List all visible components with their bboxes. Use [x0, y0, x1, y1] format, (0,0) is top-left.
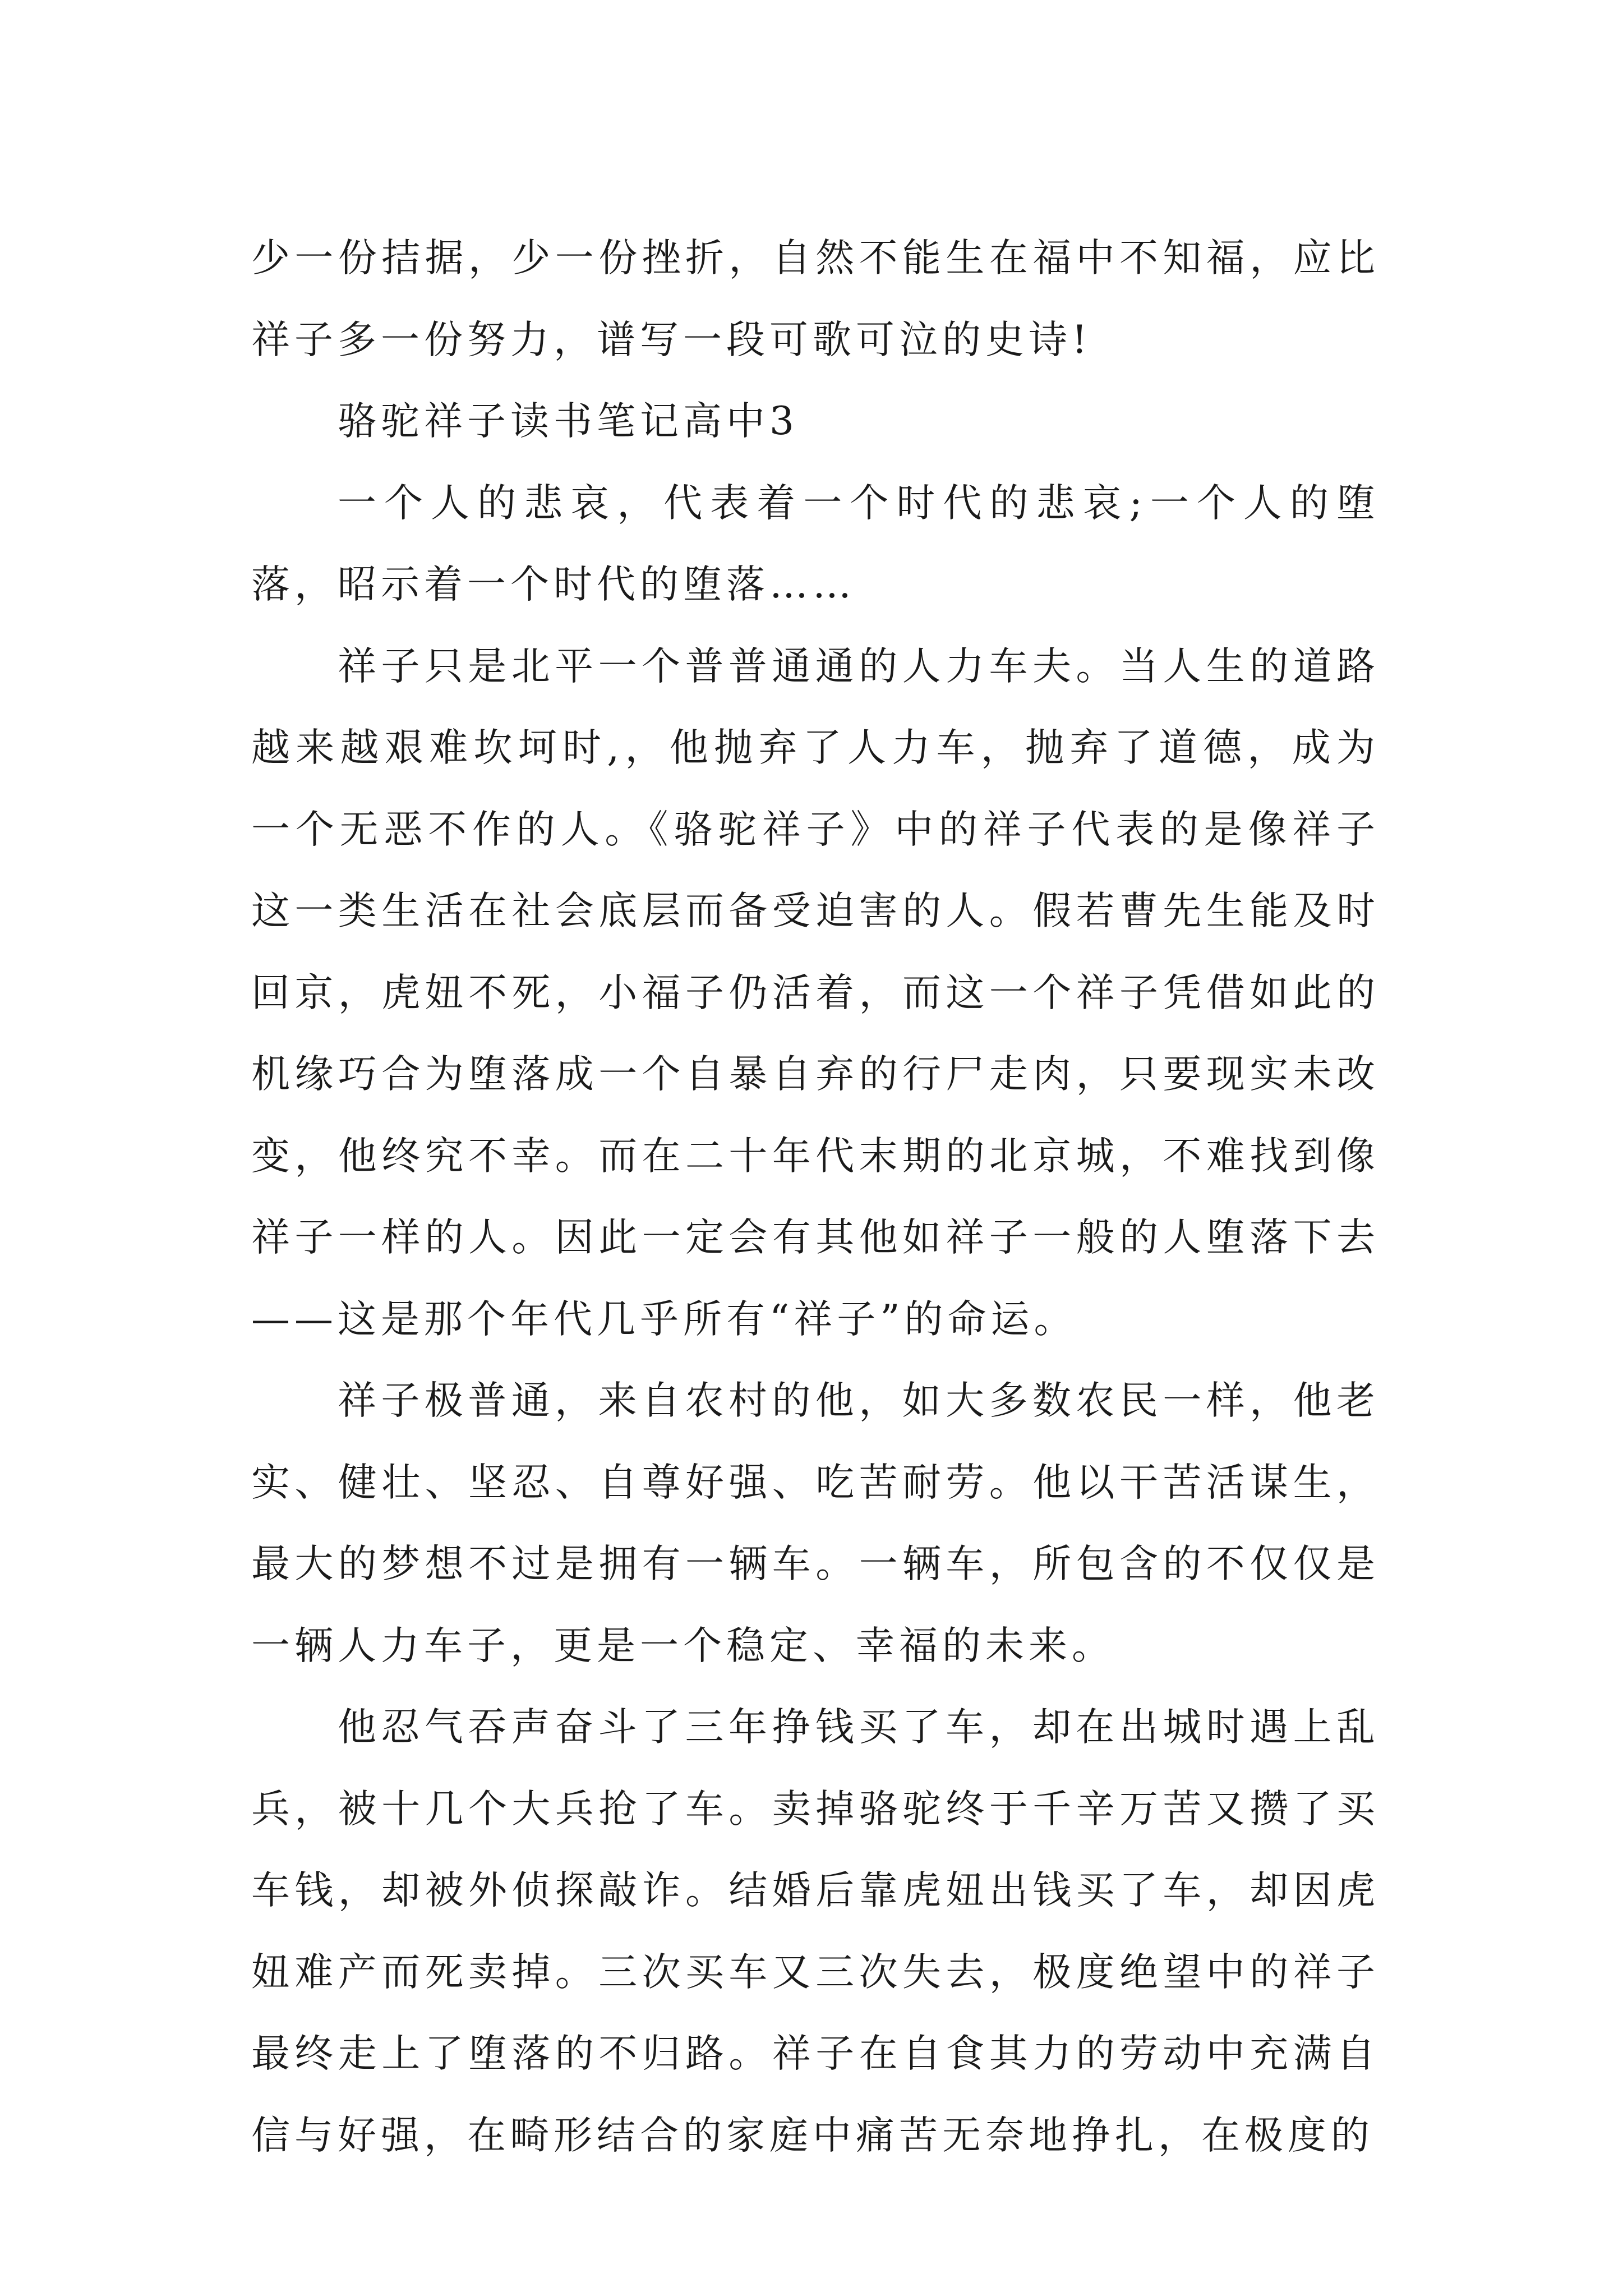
paragraph-intro: 一个人的悲哀，代表着一个时代的悲哀;一个人的堕落，昭示着一个时代的堕落…… [251, 480, 1380, 607]
body-text [251, 218, 1380, 2177]
paragraph-three-carts: 他忍气吞声奋斗了三年挣钱买了车，却在出城时遇上乱兵，被十几个大兵抢了车。卖掉骆驼终于千辛万苦又攒了买车钱，却被外侦探敲诈。结婚后靠虎妞出钱买了车，却因虎妞难产而死卖掉。三次买车又三次失去，极度绝望中的祥子最终走上了堕落的不归路。祥子在自食其力的劳动中充满自信与好强，在畸形结合的家庭中痛苦无奈地挣扎，在极度的 [251, 1705, 1380, 2158]
paragraph-xiangzi-character: 祥子极普通，来自农村的他，如大多数农民一样，他老实、健壮、坚忍、自尊好强、吃苦耐劳。他以干苦活谋生，最大的梦想不过是拥有一辆车。一辆车，所包含的不仅仅是一辆人力车子，更是一个稳定、幸福的未来。 [251, 1378, 1380, 1668]
paragraph-xiangzi-fate: 祥子只是北平一个普普通通的人力车夫。当人生的道路越来越艰难坎坷时,，他抛弃了人力车，抛弃了道德，成为一个无恶不作的人。《骆驼祥子》中的祥子代表的是像祥子这一类生活在社会底层而备受迫害的人。假若曹先生能及时回京，虎妞不死，小福子仍活着，而这一个祥子凭借如此的机缘巧合为堕落成一个自暴自弃的行尸走肉，只要现实未改变，他终究不幸。而在二十年代末期的北京城，不难找到像祥子一样的人。因此一定会有其他如祥子一般的人堕落下去——这是那个年代几乎所有“祥子”的命运。 [251, 643, 1380, 1342]
section-heading: 骆驼祥子读书笔记高中3 [338, 399, 799, 444]
paragraph-continuation: 少一份拮据，少一份挫折，自然不能生在福中不知福，应比祥子多一份努力，谱写一段可歌可泣的史诗! [251, 236, 1380, 362]
